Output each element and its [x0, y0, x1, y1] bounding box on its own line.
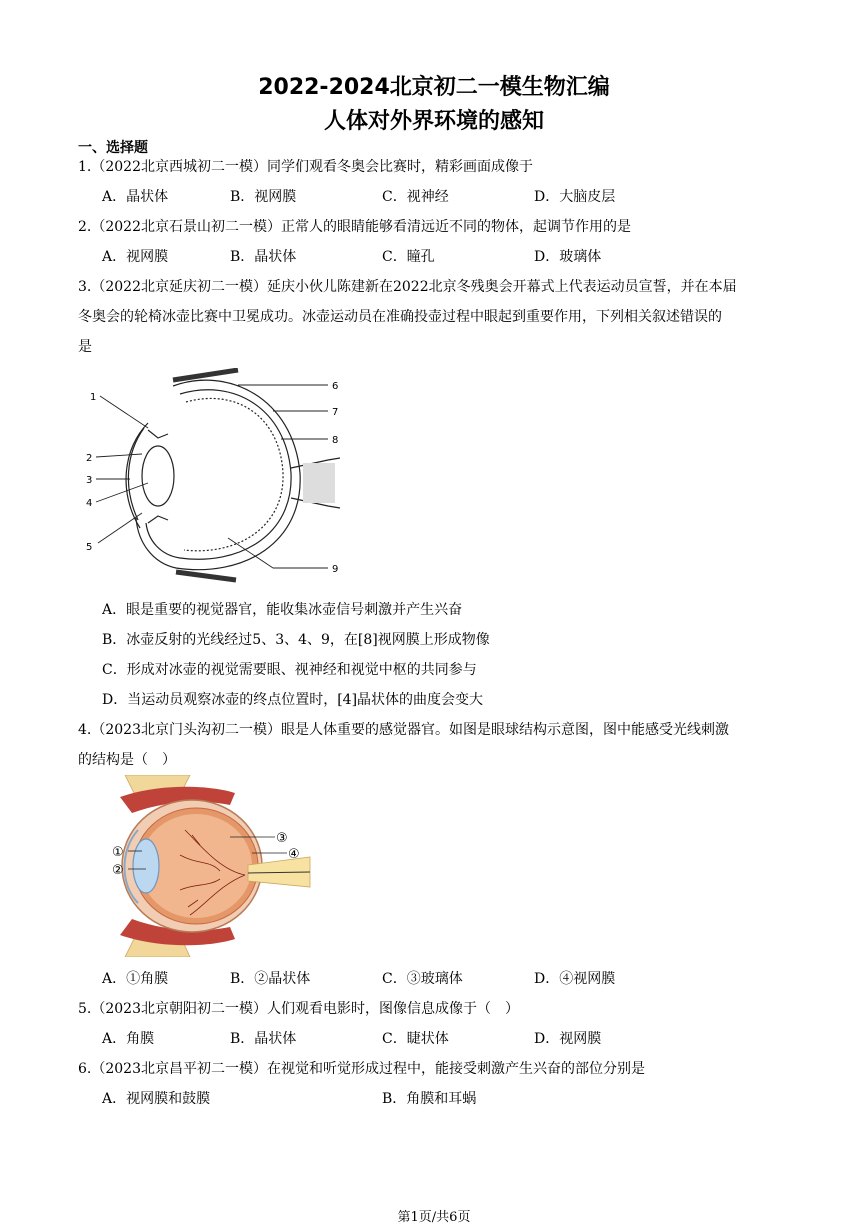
option-a: A．晶状体 [102, 189, 169, 205]
eye-diagram-figure [78, 368, 353, 588]
label-9: 9 [332, 564, 339, 575]
label-2: 2 [86, 453, 93, 464]
option-d: D．大脑皮层 [534, 189, 616, 205]
question-4-stem-line-1: 4.（2023北京门头沟初二一模）眼是人体重要的感觉器官。如图是眼球结构示意图，图中能感受光线刺激 [78, 722, 729, 738]
option-b: B．晶状体 [230, 1031, 297, 1047]
option-d: D．视网膜 [534, 1031, 602, 1047]
label-circled-4: ④ [288, 847, 300, 862]
question-4-stem-line-2: 的结构是（ ） [78, 752, 176, 768]
question-5-stem: 5.（2023北京朝阳初二一模）人们观看电影时，图像信息成像于（ ） [78, 1001, 519, 1017]
label-7: 7 [332, 407, 339, 418]
question-3-option-c: C．形成对冰壶的视觉需要眼、视神经和视觉中枢的共同参与 [102, 662, 477, 678]
question-3-stem-line-3: 是 [78, 339, 92, 355]
option-c: C．视神经 [382, 189, 449, 205]
question-3-option-a: A．眼是重要的视觉器官，能收集冰壶信号刺激并产生兴奋 [102, 602, 463, 618]
option-c: C．瞳孔 [382, 249, 435, 265]
option-d: D．④视网膜 [534, 971, 616, 987]
option-b: B．视网膜 [230, 189, 297, 205]
label-5: 5 [86, 542, 93, 553]
question-1-stem: 1.（2022北京西城初二一模）同学们观看冬奥会比赛时，精彩画面成像于 [78, 159, 533, 175]
option-a: A．角膜 [102, 1031, 155, 1047]
option-c: C．③玻璃体 [382, 971, 463, 987]
label-circled-2: ② [112, 863, 124, 878]
option-b: B．②晶状体 [230, 971, 311, 987]
optic-nerve-shape [303, 463, 335, 503]
section-heading: 一、选择题 [78, 140, 148, 156]
page-footer: 第1页/共6页 [397, 1210, 471, 1225]
option-b: B．晶状体 [230, 249, 297, 265]
option-a: A．视网膜和鼓膜 [102, 1091, 211, 1107]
option-a: A．①角膜 [102, 971, 169, 987]
label-6: 6 [332, 381, 339, 392]
label-circled-1: ① [112, 845, 124, 860]
label-circled-3: ③ [276, 831, 288, 846]
question-6-stem: 6.（2023北京昌平初二一模）在视觉和听觉形成过程中，能接受刺激产生兴奋的部位分别是 [78, 1061, 645, 1077]
question-3-stem-line-2: 冬奥会的轮椅冰壶比赛中卫冕成功。冰壶运动员在准确投壶过程中眼起到重要作用，下列相关叙述错误的 [78, 309, 722, 325]
lens-shape [142, 446, 174, 506]
document-subtitle: 人体对外界环境的感知 [323, 109, 544, 134]
question-3-option-d: D．当运动员观察冰壶的终点位置时，[4]晶状体的曲度会变大 [102, 692, 484, 708]
label-1: 1 [90, 392, 97, 403]
option-a: A．视网膜 [102, 249, 169, 265]
label-8: 8 [332, 435, 339, 446]
option-c: C．睫状体 [382, 1031, 449, 1047]
eye-outer-wall [136, 380, 300, 570]
document-title: 2022-2024北京初二一模生物汇编 [258, 75, 610, 100]
option-b: B．角膜和耳蜗 [382, 1091, 477, 1107]
question-3-stem-line-1: 3.（2022北京延庆初二一模）延庆小伙儿陈建新在2022北京冬残奥会开幕式上代表运动员宣誓，并在本届 [78, 279, 737, 295]
question-2-stem: 2.（2022北京石景山初二一模）正常人的眼睛能够看清远近不同的物体，起调节作用的是 [78, 219, 631, 235]
option-d: D．玻璃体 [534, 249, 602, 265]
question-3-option-b: B．冰壶反射的光线经过5、3、4、9，在[8]视网膜上形成物像 [102, 632, 490, 648]
label-3: 3 [86, 475, 93, 486]
eye-color-figure [80, 775, 315, 957]
label-4: 4 [86, 498, 93, 509]
